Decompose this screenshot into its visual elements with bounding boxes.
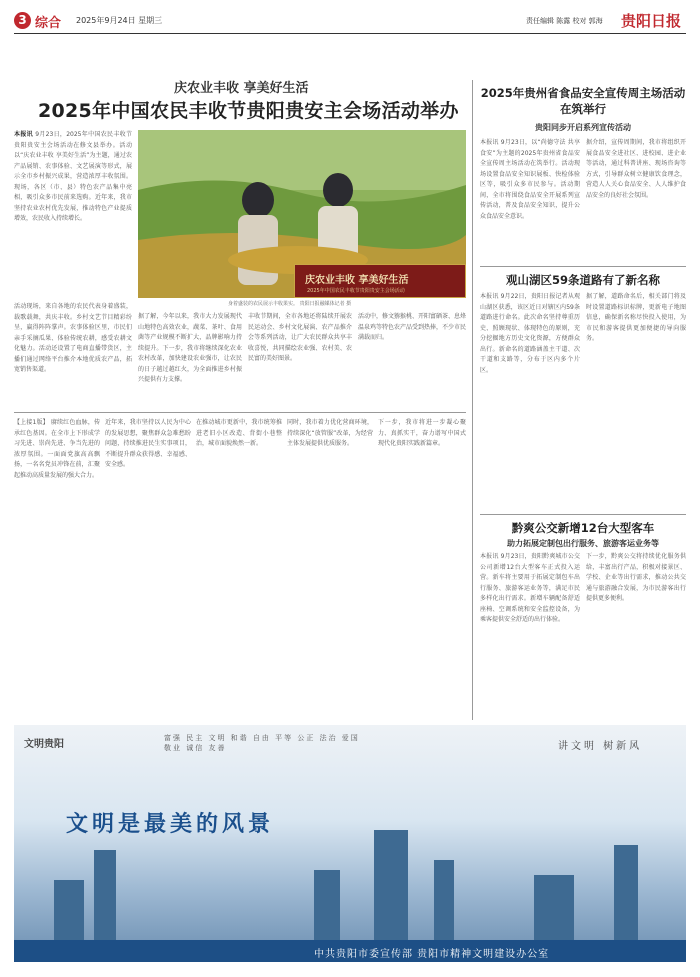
article1-headline: 2025年中国农民丰收节贵阳贵安主会场活动举办 xyxy=(38,100,459,122)
article2-col1: 本报讯 9月23日，以“尚德守法 共享食安”为主题的2025年贵州省食品安全宣传周主场活动在筑举行。活动现场设置食品安全知识展板、快检体验区等，吸引众多市民参与。活动期间，全市将围绕食品安全开展系列宣传活动，普及食品安全知识，提升公众食品安全意识。 xyxy=(480,139,580,220)
section-name: 综合 xyxy=(35,16,62,31)
festival-banner xyxy=(294,264,466,298)
editors: 责任编辑 陈露 校对 郭海 xyxy=(526,17,603,25)
article1b-col1: 【上接1版】 赓续红色血脉，传承红色基因。在全市上下形成学习先进、崇尚先进、争当先进的浓厚氛围。一面面党旗高高飘扬，一名名党员冲锋在前，汇聚起推动高质量发展的强大合力。 xyxy=(14,419,100,479)
page-header xyxy=(14,10,686,34)
article1b-col5: 下一步，我市将进一步凝心聚力、真抓实干，奋力谱写中国式现代化贵阳实践新篇章。 xyxy=(378,419,466,447)
article2-subhead: 贵阳同步开启系列宣传活动 xyxy=(535,123,631,132)
article2-col2: 据介绍，宣传周期间，我市将组织开展食品安全进社区、进校园、进企业等活动，通过科普讲座、现场咨询等方式，引导群众树立健康饮食理念，营造人人关心食品安全、人人维护食品安全的良好社会氛围。 xyxy=(586,139,686,199)
article2-headline: 2025年贵州省食品安全宣传周主场活动在筑举行 xyxy=(480,86,686,116)
ad-sponsor: 中共贵阳市委宣传部 贵阳市精神文明建设办公室 xyxy=(314,949,550,960)
article1-col1-text: 9月23日，2025年中国农民丰收节贵阳贵安主会场活动在修文县举办。活动以“庆农业丰收 享美好生活”为主题，通过农产品展销、农事体验、文艺展演等形式，展示全市乡村振兴成果，营造浓厚丰收氛围。现场，各区（市、县）特色农产品集中亮相，吸引众多市民前来选购。近年来，我市坚持农业农村优先发展，推动特色产业提质增效，农民收入持续增长。 xyxy=(14,131,132,222)
ad-footer xyxy=(14,940,686,962)
issue-date: 2025年9月24日 星期三 xyxy=(76,16,163,25)
divider xyxy=(480,266,686,267)
ad-tag: 文明贵阳 xyxy=(24,739,64,750)
article4-headline: 黔爽公交新增12台大型客车 xyxy=(511,521,655,535)
article1-col3: 据了解，今年以来，我市大力发展现代山地特色高效农业，蔬菜、茶叶、食用菌等产业规模不断扩大，品牌影响力持续提升。下一步，我市将继续深化农业农村改革，加快建设农业强市，让农民的日子越过越红火，为全面推进乡村振兴提供有力支撑。 xyxy=(138,313,242,383)
divider xyxy=(480,514,686,515)
photo-caption: 身着盛装的农民展示丰收果实。 贵阳日报融媒体记者 摄 xyxy=(228,301,352,307)
article4-col2: 下一步，黔爽公交将持续优化服务供给，丰富出行产品，积极对接景区、学校、企业等出行需求，推动公共交通与旅游融合发展，为市民游客出行提供更多便利。 xyxy=(586,553,686,602)
ad-headline: 文明是最美的风景 xyxy=(66,812,275,837)
article1-col2: 活动现场，来自各地的农民代表身着盛装，载歌载舞，共庆丰收。乡村文艺节目精彩纷呈，赢得阵阵掌声。农事体验区里，市民们亲手采摘瓜果、体验传统农耕，感受农耕文化魅力。活动还设置了电商直播带货区，主播们通过网络平台推介本地优质农产品，拓宽销售渠道。 xyxy=(14,303,132,373)
skyline-building xyxy=(434,860,454,940)
article1-kicker: 庆农业丰收 享美好生活 xyxy=(174,81,309,96)
article1-col4: 丰收节期间，全市各地还将陆续开展农民运动会、乡村文化展演、农产品推介会等系列活动，让广大农民群众共享丰收喜悦，共同描绘农业强、农村美、农民富的美好图景。 xyxy=(248,313,352,362)
divider xyxy=(14,412,466,413)
article1b-col4: 同时，我市着力优化营商环境，持续深化“放管服”改革，为经营主体发展提供优质服务。 xyxy=(287,419,373,447)
article1b-col3: 在推动城市更新中，我市统筹推进老旧小区改造、背街小巷整治，城市面貌焕然一新。 xyxy=(196,419,282,447)
article4-subhead: 助力拓展定制包出行服务、旅游客运业务等 xyxy=(507,539,659,548)
column-divider xyxy=(472,80,473,720)
skyline-building xyxy=(534,875,574,940)
skyline-building xyxy=(374,830,408,940)
civilization-ad xyxy=(14,725,686,962)
article1b-col2: 近年来，我市坚持以人民为中心的发展思想，聚焦群众急难愁盼问题，持续推进民生实事项目，不断提升群众获得感、幸福感、安全感。 xyxy=(105,419,191,468)
article3-col1: 本报讯 9月22日，贵阳日报记者从观山湖区获悉，该区近日对辖区内59条道路进行命名。此次命名坚持尊重历史、照顾现状、体现特色的原则，充分挖掘地方历史文化资源，方便群众出行。新命名的道路涵盖主干道、次干道和支路等，分布于区内多个片区。 xyxy=(480,293,580,374)
newspaper-logo: 贵阳日报 xyxy=(621,12,682,30)
banner-subtitle: 2025年中国农民丰收节贵阳贵安主会场活动 xyxy=(307,288,405,294)
article1-col5: 活动中，修文猕猴桃、开阳富硒茶、息烽温泉鸡等特色农产品受到热捧，不少市民满载而归。 xyxy=(358,313,466,341)
article1-col1 xyxy=(14,130,132,298)
skyline-building xyxy=(314,870,340,940)
banner-title: 庆农业丰收 享美好生活 xyxy=(305,275,409,286)
skyline-building xyxy=(54,880,84,940)
article4-col1: 本报讯 9月23日，贵阳黔爽城市公交公司新增12台大型客车正式投入运营。新车将主要用于拓展定制包车出行服务、旅游客运业务等，满足市民多样化出行需求。新增车辆配备舒适座椅、空调系统和安全监控设备，为乘客提供安全舒适的出行体验。 xyxy=(480,553,580,623)
ad-slogan: 讲文明 树新风 xyxy=(558,741,643,752)
skyline-building xyxy=(94,850,116,940)
core-values: 富强 民主 文明 和谐 自由 平等 公正 法治 爱国 敬业 诚信 友善 xyxy=(164,734,360,752)
dateline: 本报讯 xyxy=(14,131,33,138)
article3-headline: 观山湖区59条道路有了新名称 xyxy=(505,273,660,287)
page-number: 3 xyxy=(14,12,31,29)
skyline-building xyxy=(614,845,638,940)
article3-col2: 据了解，道路命名后，相关部门将及时设置道路标识标牌，更新电子地图信息，确保新名称尽快投入使用，为市民和游客提供更加便捷的导向服务。 xyxy=(586,293,686,342)
